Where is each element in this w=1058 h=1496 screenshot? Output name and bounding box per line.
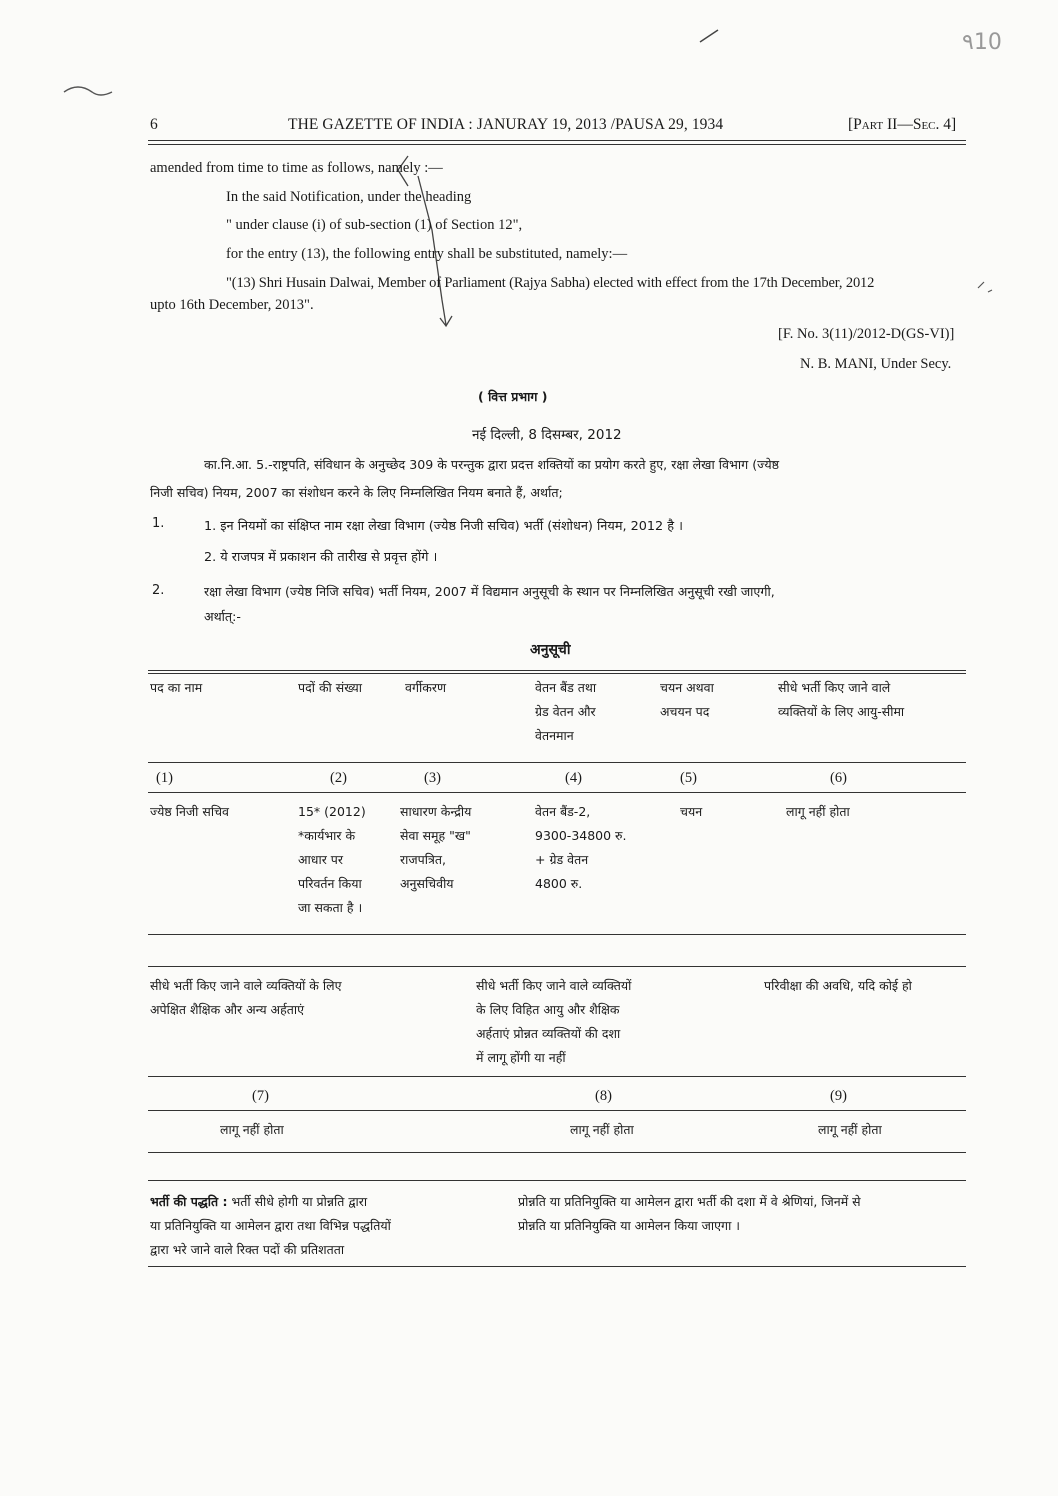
table1-top-rule-2 (148, 673, 966, 674)
header-rule-top (148, 140, 966, 141)
t1-r1-c1: ज्येष्ठ निजी सचिव (150, 804, 229, 819)
t2-h1-l2: अपेक्षित शैक्षिक और अन्य अर्हताएं (150, 1002, 305, 1017)
t1-header-col4 (535, 676, 596, 748)
t1-h6-l1: सीधे भर्ती किए जाने वाले (778, 680, 891, 695)
t1-r1-c2-l2: *कार्यभार के (298, 828, 356, 843)
t1-r1-c2-l5: जा सकता है । (298, 900, 363, 915)
header-rule-bottom (148, 144, 966, 145)
t1-r1-c3-l1: साधारण केन्द्रीय (400, 804, 472, 819)
t1-num-4: (4) (565, 770, 582, 786)
t3-left-l3: द्वारा भरे जाने वाले रिक्त पदों की प्रतिशतता (150, 1242, 345, 1257)
t1-header-col3 (405, 676, 446, 700)
intro-line-2: निजी सचिव) नियम, 2007 का संशोधन करने के लिए निम्नलिखित नियम बनाते हैं, अर्थात; (150, 485, 563, 500)
t2-num-8: (8) (595, 1088, 612, 1104)
t2-h1-l1: सीधे भर्ती किए जाने वाले व्यक्तियों के लिए (150, 978, 342, 993)
item-2-number: 2. (152, 583, 165, 598)
t2-row-col7: लागू नहीं होता (220, 1122, 284, 1137)
notice-line-3: " under clause (i) of sub-section (1) of Section 12", (226, 217, 523, 233)
notice-line-6: upto 16th December, 2013". (150, 297, 314, 313)
notice-line-4: for the entry (13), the following entry shall be substituted, namely:— (226, 246, 628, 262)
gazette-title: THE GAZETTE OF INDIA : JANURAY 19, 2013 /PAUSA 29, 1934 (288, 116, 724, 133)
t2-header-col2 (476, 974, 631, 1070)
t1-h4-l1: वेतन बैंड तथा (535, 680, 597, 695)
table1-top-rule (148, 670, 966, 671)
t1-num-1: (1) (156, 770, 173, 786)
t3-left-col (150, 1190, 391, 1262)
handwritten-arrow-mark (398, 156, 452, 326)
t2-h2-l2: के लिए विहित आयु और शैक्षिक (476, 1002, 620, 1017)
t1-r1-c5: चयन (680, 804, 703, 819)
t1-row-col3 (400, 800, 471, 896)
t1-num-2: (2) (330, 770, 347, 786)
t3-right-l1: प्रोन्नति या प्रतिनियुक्ति या आमेलन द्वारा भर्ती की दशा में वे श्रेणियां, जिनमें से (518, 1194, 861, 1209)
table1-bottom-rule (148, 934, 966, 935)
item-1-number: 1. (152, 516, 165, 531)
t1-r1-c6: लागू नहीं होता (786, 804, 850, 819)
t1-row-col5 (680, 800, 702, 824)
t2-h3-l1: परिवीक्षा की अवधि, यदि कोई हो (764, 978, 912, 993)
handwritten-curve-left (64, 87, 112, 95)
notice-line-5: "(13) Shri Husain Dalwai, Member of Parliament (Rajya Sabha) elected with effect from the 17th December, 2012 (226, 275, 875, 291)
t1-header-col6 (778, 676, 904, 724)
t1-num-3: (3) (424, 770, 441, 786)
ministry-heading: ( वित्त प्रभाग ) (478, 389, 548, 404)
file-number: [F. No. 3(11)/2012-D(GS-VI)] (778, 326, 955, 342)
t2-num-7: (7) (252, 1088, 269, 1104)
table3-top-rule (148, 1180, 966, 1181)
page-number: 6 (150, 116, 158, 133)
t1-r1-c2-l3: आधार पर (298, 852, 343, 867)
t1-r1-c4-l1: वेतन बैंड-2, (535, 804, 591, 819)
t1-header-col5 (660, 676, 714, 724)
table1-number-rule (148, 792, 966, 793)
t1-r1-c3-l2: सेवा समूह "ख" (400, 828, 471, 843)
t1-row-col1 (150, 800, 229, 824)
t2-h2-l3: अर्हताएं प्रोन्नत व्यक्तियों की दशा (476, 1026, 621, 1041)
t1-h1-l1: पद का नाम (150, 680, 203, 695)
t2-h2-l1: सीधे भर्ती किए जाने वाले व्यक्तियों (476, 978, 632, 993)
t1-h4-l2: ग्रेड वेतन और (535, 704, 596, 719)
t2-header-col1 (150, 974, 342, 1022)
t1-h5-l2: अचयन पद (660, 704, 710, 719)
t1-h6-l2: व्यक्तियों के लिए आयु-सीमा (778, 704, 905, 719)
t1-r1-c3-l4: अनुसचिवीय (400, 876, 454, 891)
notice-line-1: amended from time to time as follows, namely :— (150, 160, 443, 176)
item-2-line-2: अर्थात्:- (204, 609, 241, 624)
table2-top-rule (148, 966, 966, 967)
item-2-line-1: रक्षा लेखा विभाग (ज्येष्ठ निजि सचिव) भर्ती नियम, 2007 में विद्यमान अनुसूची के स्थान पर निम्नलिखित अनुसूची रखी जाएगी, (204, 584, 775, 599)
t1-h3-l1: वर्गीकरण (405, 680, 446, 695)
t1-row-col2 (298, 800, 366, 920)
t1-num-5: (5) (680, 770, 697, 786)
table2-header-rule (148, 1076, 966, 1077)
t1-header-col1 (150, 676, 202, 700)
t1-r1-c2-l1: 15* (2012) (298, 804, 366, 819)
schedule-title: अनुसूची (530, 642, 571, 658)
t1-r1-c3-l3: राजपत्रित, (400, 852, 446, 867)
handwritten-squiggle-right (978, 282, 992, 292)
t1-num-6: (6) (830, 770, 847, 786)
notice-line-2: In the said Notification, under the heading (226, 189, 472, 205)
t1-h5-l1: चयन अथवा (660, 680, 714, 695)
t1-r1-c4-l3: + ग्रेड वेतन (535, 852, 589, 867)
t1-r1-c2-l4: परिवर्तन किया (298, 876, 362, 891)
t1-r1-c4-l2: 9300-34800 रु. (535, 828, 627, 843)
t3-left-l1: भर्ती सीधे होगी या प्रोन्नति द्वारा (227, 1194, 368, 1209)
place-date: नई दिल्ली, 8 दिसम्बर, 2012 (472, 427, 622, 443)
t1-row-col6 (786, 800, 850, 824)
t2-num-9: (9) (830, 1088, 847, 1104)
table1-header-rule (148, 762, 966, 763)
item-1b-text: 2. ये राजपत्र में प्रकाशन की तारीख से प्रवृत्त होंगे । (204, 550, 438, 565)
table3-bottom-rule (148, 1266, 966, 1267)
t3-left-bold: भर्ती की पद्धति : (150, 1194, 228, 1209)
t2-h2-l4: में लागू होंगी या नहीं (476, 1050, 566, 1065)
t1-r1-c4-l4: 4800 रु. (535, 876, 583, 891)
t1-h4-l3: वेतनमान (535, 728, 574, 743)
item-1-text: 1. इन नियमों का संक्षिप्त नाम रक्षा लेखा विभाग (ज्येष्ठ निजी सचिव) भर्ती (संशोधन) नियम, 2012 है । (204, 519, 683, 534)
table2-bottom-rule (148, 1152, 966, 1153)
table2-number-rule (148, 1110, 966, 1111)
t3-right-col (518, 1190, 861, 1238)
t1-header-col2 (298, 676, 362, 700)
t3-left-l2: या प्रतिनियुक्ति या आमेलन द्वारा तथा विभिन्न पद्धतियों (150, 1218, 391, 1233)
signatory: N. B. MANI, Under Secy. (800, 356, 952, 372)
corner-handwritten-number: ٩10 (962, 30, 1002, 55)
t1-row-col4 (535, 800, 627, 896)
t3-right-l2: प्रोन्नति या प्रतिनियुक्ति या आमेलन किया जाएगा । (518, 1218, 741, 1233)
intro-line-1: का.नि.आ. 5.-राष्ट्रपति, संविधान के अनुच्छेद 309 के परन्तुक द्वारा प्रदत्त शक्तियों का प्रयोग करते हुए, रक्षा लेखा विभाग (ज्येष्ठ (204, 457, 780, 472)
t1-h2-l1: पदों की संख्या (298, 680, 363, 695)
part-section: [Part II—Sec. 4] (848, 116, 957, 133)
t2-row-col8: लागू नहीं होता (570, 1122, 634, 1137)
t2-row-col9: लागू नहीं होता (818, 1122, 882, 1137)
t2-header-col3 (764, 974, 912, 998)
handwritten-tick-top (700, 30, 718, 42)
